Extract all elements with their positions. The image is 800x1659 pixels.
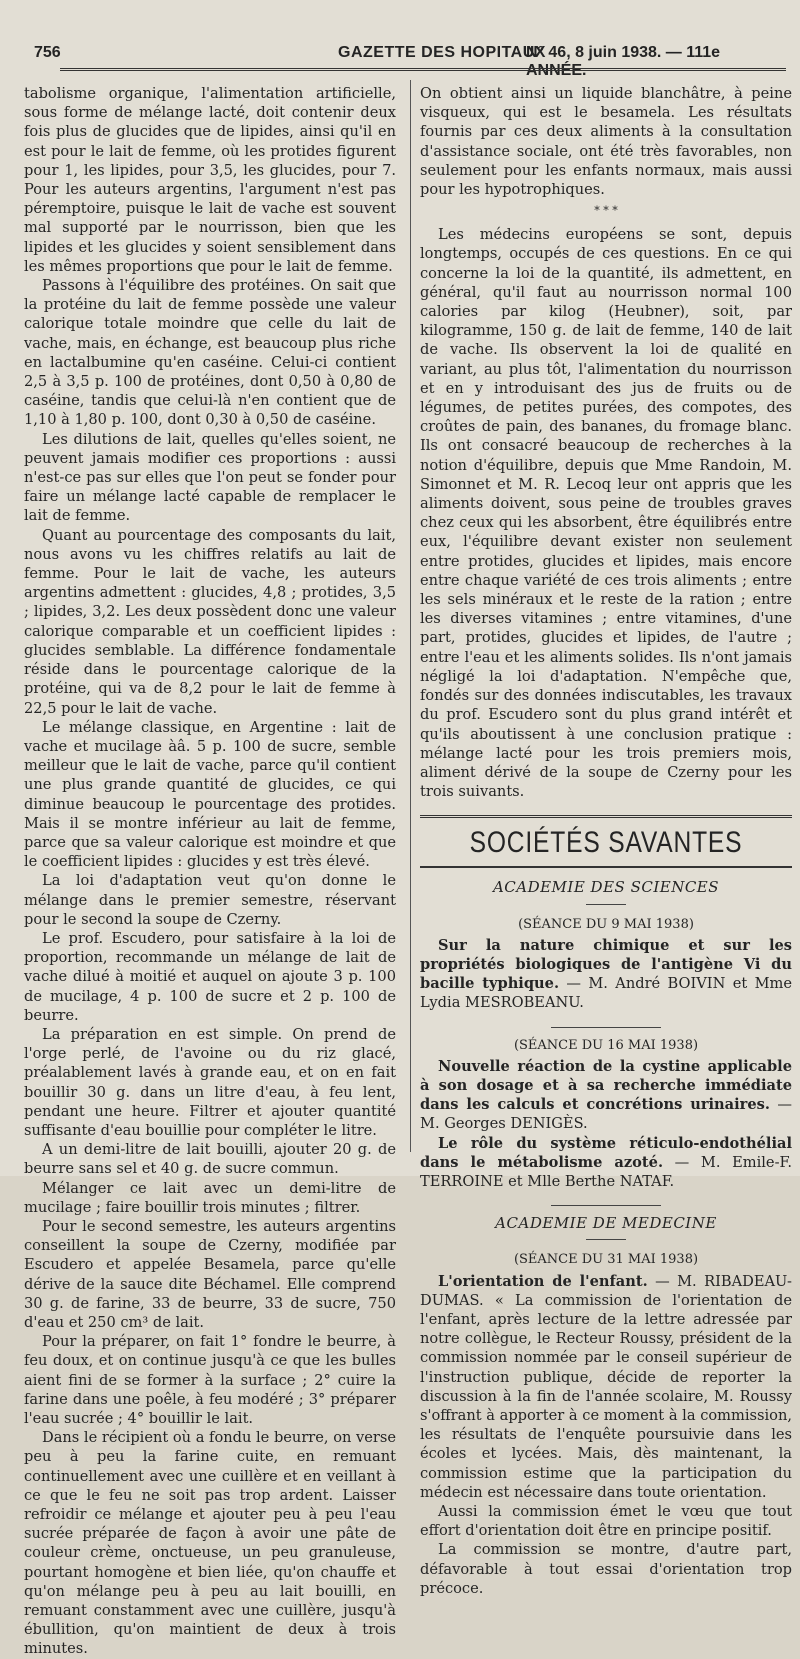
paragraph: On obtient ainsi un liquide blanchâtre, à peine visqueux, qui est le besamela. Les résultats fournis par ces deux aliments à la consultation d'assistance sociale, ont été très favorables, non seulement pour les enfants normaux, mais aussi pour les hypotrophiques. [420,85,792,199]
paragraph: La commission se montre, d'autre part, défavorable à tout essai d'orientation trop précoce. [420,1541,792,1597]
paragraph: Dans le récipient où a fondu le beurre, on verse peu à peu la farine cuite, en remuant continuellement avec une cuillère et en veillant à ce que le feu ne soit pas trop ardent. Laisser refroidir ce mélange et ajouter peu à peu l'eau sucrée préparée de façon à avoir une pâte de couleur crème, onctueuse, un peu granuleuse, pourtant homogène et bien liée, qu'on chauffe et qu'on mélange peu à peu au lait bouilli, en remuant constamment avec une cuillère, jusqu'à ébullition, qu'on maintient de deux à trois minutes. [24,1429,396,1658]
item-title: Sur la nature chimique et sur les propriétés biologiques de l'antigène Vi du bacille typhique. [420,936,792,993]
item-authors: — M. Emile-F. TERROINE et Mlle Berthe NATAF. [420,1153,792,1190]
page-number: 756 [34,44,61,61]
item-authors: — M. Georges DENIGÈS. [420,1096,793,1133]
paragraph: Le prof. Escudero, pour satisfaire à la loi de proportion, recommande un mélange de lait de vache dilué à moitié et auquel on ajoute 3 p. 100 de mucilage, 4 p. 100 de sucre et 2 p. 100 de beurre. [24,929,396,1024]
academie-sciences-heading: ACADEMIE DES SCIENCES [492,878,720,897]
paragraph: Les médecins européens se sont, depuis longtemps, occupés de ces questions. En ce qui concerne la loi de la quantité, ils admettent, en général, qu'il faut au nourrisson normal 100 calories par kilog (Heubner), soit, par kilogramme, 150 g. de lait de femme, 140 de lait de vache. Ils observent la loi de qualité en variant, au plus tôt, l'alimentation du nourrisson et en y introduisant des jus de fruits ou de légumes, de petites purées, des compotes, des croûtes de pain, des bananes, du fromage blanc. Ils ont consacré beaucoup de recherches à la notion d'équilibre, depuis que Mme Randoin, M. Simonnet et M. R. Lecoq leur ont appris que les aliments doivent, sous peine de troubles graves chez ceux qui les absorbent, être équilibrés entre eux, l'équilibre devant exister non seulement entre protides, glucides et lipides, mais encore entre chaque variété de ces trois aliments ; entre les sels minéraux et le reste de la ration ; entre les diverses vitamines ; entre vitamines, d'une part, protides, glucides et lipides, de l'autre ; entre l'eau et les aliments solides. Ils n'ont jamais négligé la loi d'adaptation. N'empêche que, fondés sur des données indiscutables, les travaux du prof. Escudero sont du plus grand intérêt et qu'ils aboutissent à une conclusion pratique : mélange lacté pour les trois premiers mois, aliment dérivé de la soupe de Czerny pour les trois suivants. [420,226,792,801]
page-header [20,40,780,79]
paragraph: Les dilutions de lait, quelles qu'elles soient, ne peuvent jamais modifier ces proportions : aussi n'est-ce pas sur elles que l'on peut se fonder pour faire un mélange lacté capable de remplacer le lait de femme. [24,430,396,525]
item-text: — M. RIBADEAU-DUMAS. « La commission de l'orientation de l'enfant, après lecture de la lettre adressée par notre collègue, le Recteur Roussy, président de la commission nommée par le conseil supérieur de l'instruction publique, décide de reporter la discussion à la fin de l'année scolaire, M. Roussy s'offrant à apporter à ce moment à la commission, les résultats de l'enquête poursuivie dans les écoles et lycées. Mais, dès maintenant, la commission estime que la participation du médecin est nécessaire dans toute orientation. [420,1272,792,1501]
right-column [420,84,792,1598]
left-column [24,84,396,1659]
journal-title: GAZETTE DES HOPITAUX [338,44,546,61]
paragraph: Pour la préparer, on fait 1° fondre le beurre, à feu doux, et on continue jusqu'à ce que les bulles aient fini de se former à la surface ; 2° cuire la farine dans une poêle, à feu modéré ; 3° préparer l'eau sucrée ; 4° bouillir le lait. [24,1333,396,1428]
paragraph: A un demi-litre de lait bouilli, ajouter 20 g. de beurre sans sel et 40 g. de sucre commun. [24,1141,396,1178]
communication-item [420,1134,792,1192]
paragraph: tabolisme organique, l'alimentation artificielle, sous forme de mélange lacté, doit contenir deux fois plus de glucides que de lipides, ainsi qu'il en est pour le lait de femme, où les protides figurent pour 1, les lipides, pour 3,5, les glucides, pour 7. Pour les auteurs argentins, l'argument n'est pas péremptoire, puisque le lait de vache est souvent mal supporté par le nourrisson, bien que les lipides et les glucides y soient sensiblement dans les mêmes proportions que pour le lait de femme. [24,85,396,275]
paragraph: Quant au pourcentage des composants du lait, nous avons vu les chiffres relatifs au lait de femme. Pour le lait de vache, les auteurs argentins admettent : glucides, 4,8 ; protides, 3,5 ; lipides, 3,2. Les deux possèdent donc une valeur calorique comparable et un coefficient lipides : glucides semblable. La différence fondamentale réside dans le pourcentage calorique de la protéine, qui va de 8,2 pour le lait de femme à 22,5 pour le lait de vache. [24,526,396,717]
paragraph: La préparation en est simple. On prend de l'orge perlé, de l'avoine ou du riz glacé, préalablement lavés à grande eau, et on en fait bouillir 30 g. dans un litre d'eau, à feu lent, pendant une heure. Filtrer et ajouter quantité suffisante d'eau bouillie pour compléter le litre. [24,1025,396,1139]
paragraph: La loi d'adaptation veut qu'on donne le mélange dans le premier semestre, réservant pour le second la soupe de Czerny. [24,872,396,928]
item-authors: — M. André BOIVIN et Mme Lydia MESROBEANU. [420,975,792,1012]
item-title: Nouvelle réaction de la cystine applicable à son dosage et à sa recherche immédiate dans les calculs et concrétions urinaires. [420,1057,792,1114]
item-title: L'orientation de l'enfant. [438,1272,648,1290]
divider [551,1027,661,1028]
communication-item [420,936,792,1013]
section-rule [420,815,792,818]
divider [586,904,626,905]
seance-date: (SÉANCE DU 16 MAI 1938) [513,1037,699,1053]
paragraph: Le mélange classique, en Argentine : lait de vache et mucilage àâ. 5 p. 100 de sucre, semble meilleur que le lait de vache, parce qu'il contient une plus grande quantité de glucides, ce qui diminue beaucoup le pourcentage des protides. Mais il se montre inférieur au lait de femme, parce que sa valeur calorique est moindre et que le coefficient lipides : glucides y est très élevé. [24,718,396,871]
header-rule [60,68,786,71]
paragraph: Pour le second semestre, les auteurs argentins conseillent la soupe de Czerny, modifiée par Escudero et appelée Besamela, parce qu'elle dérive de la sauce dite Béchamel. Elle comprend 30 g. de farine, 33 de beurre, 33 de sucre, 750 d'eau et 250 cm³ de lait. [24,1217,396,1331]
paragraph: Passons à l'équilibre des protéines. On sait que la protéine du lait de femme possède une valeur calorique totale moindre que celle du lait de vache, mais, en échange, est beaucoup plus riche en lactalbumine qu'en caséine. Celui-ci contient 2,5 à 3,5 p. 100 de protéines, dont 0,50 à 0,80 de caséine, tandis que celui-là n'en contient que de 1,10 à 1,80 p. 100, dont 0,30 à 0,50 de caséine. [24,277,396,429]
seance-date: (SÉANCE DU 9 MAI 1938) [518,916,694,932]
column-divider [410,80,411,1152]
item-title: Le rôle du système réticulo-endothélial dans le métabolisme azoté. [420,1134,792,1171]
paragraph: Mélanger ce lait avec un demi-litre de mucilage ; faire bouillir trois minutes ; filtrer. [24,1179,396,1216]
section-stars: * * * [594,204,618,218]
issue-info: N° 46, 8 juin 1938. — 111e ANNÉE. [526,44,721,79]
divider [551,1205,661,1206]
banner-rule [420,866,792,868]
communication-item [420,1057,792,1134]
communication-item [420,1272,792,1502]
academie-medecine-heading: ACADEMIE DE MEDECINE [495,1214,717,1233]
paragraph: Aussi la commission émet le vœu que tout effort d'orientation doit être en principe positif. [420,1503,792,1540]
seance-date: (SÉANCE DU 31 MAI 1938) [513,1252,699,1268]
divider [586,1239,626,1240]
societes-savantes-heading: SOCIÉTÉS SAVANTES [469,826,743,860]
